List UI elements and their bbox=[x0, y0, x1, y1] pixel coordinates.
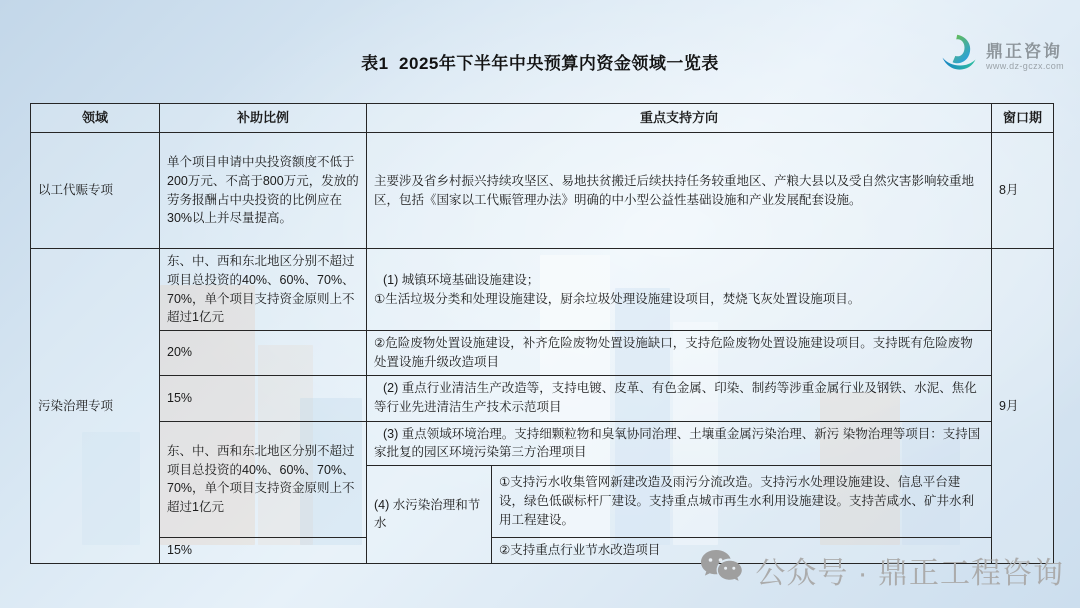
window-cell: 9月 bbox=[992, 249, 1054, 564]
company-website: www.dz-gczx.com bbox=[985, 61, 1064, 72]
direction-cell: ②支持重点行业节水改造项目 bbox=[492, 538, 992, 564]
field-cell-work-relief: 以工代赈专项 bbox=[31, 133, 160, 249]
company-name: 鼎正咨询 bbox=[985, 41, 1062, 61]
wechat-icon bbox=[700, 549, 746, 592]
ratio-cell: 15% bbox=[160, 375, 367, 421]
table-row bbox=[31, 133, 1054, 249]
direction-cell: (3) 重点领域环境治理。支持细颗粒物和臭氧协同治理、土壤重金属污染治理、新污 染物治理等项目：支持国家批复的园区环境污染第三方治理项目 bbox=[367, 421, 992, 466]
ratio-cell: 东、中、西和东北地区分别不超过项目总投资的40%、60%、70%、70%，单个项目支持资金原则上不超过1亿元 bbox=[160, 249, 367, 331]
window-cell: 8月 bbox=[992, 133, 1054, 249]
ratio-cell: 东、中、西和东北地区分别不超过项目总投资的40%、60%、70%、70%，单个项目支持资金原则上不超过1亿元 bbox=[160, 421, 367, 538]
field-cell-pollution-control: 污染治理专项 bbox=[31, 249, 160, 564]
table-header-row bbox=[31, 104, 1054, 133]
header-ratio: 补助比例 bbox=[160, 104, 367, 133]
table-row bbox=[31, 375, 1054, 421]
header-field: 领域 bbox=[31, 104, 160, 133]
wechat-watermark bbox=[700, 548, 1064, 592]
direction-subcategory-cell: (4) 水污染治理和节水 bbox=[367, 466, 492, 564]
wechat-watermark-text: 公众号 · 鼎正工程咨询 bbox=[755, 557, 1064, 590]
direction-cell: ①支持污水收集管网新建改造及雨污分流改造。支持污水处理设施建设、信息平台建设，绿色低碳标杆厂建设。支持重点城市再生水利用设施建设。支持苦咸水、矿井水利用工程建设。 bbox=[492, 466, 992, 538]
header-window: 窗口期 bbox=[992, 104, 1054, 133]
direction-cell: ②危险废物处置设施建设，补齐危险废物处置设施缺口，支持危险废物处置设施建设项目。支持既有危险废物处置设施升级改造项目 bbox=[367, 331, 992, 376]
table-row bbox=[31, 331, 1054, 376]
ratio-cell: 15% bbox=[160, 538, 367, 564]
ratio-cell: 20% bbox=[160, 331, 367, 376]
table-row bbox=[31, 421, 1054, 466]
header-direction: 重点支持方向 bbox=[367, 104, 992, 133]
ratio-cell: 单个项目申请中央投资额度不低于200万元、不高于800万元，发放的劳务报酬占中央投资的比例应在30%以上并尽量提高。 bbox=[160, 133, 367, 249]
direction-line: ①生活垃圾分类和处理设施建设，厨余垃圾处理设施建设项目，焚烧飞灰处置设施项目。 bbox=[374, 291, 861, 306]
company-logo-icon bbox=[937, 30, 981, 83]
direction-cell: 主要涉及省乡村振兴持续攻坚区、易地扶贫搬迁后续扶持任务较重地区、产粮大县以及受自然灾害影响较重地区，包括《国家以工代赈管理办法》明确的中小型公益性基础设施和产业发展配套设施。 bbox=[367, 133, 992, 249]
direction-cell: (2) 重点行业清洁生产改造等，支持电镀、皮革、有色金属、印染、制药等涉重金属行业及钢铁、水泥、焦化等行业先进清洁生产技术示范项目 bbox=[367, 375, 992, 421]
funding-overview-table bbox=[30, 103, 1054, 564]
direction-line: (1) 城镇环境基础设施建设； bbox=[383, 272, 540, 287]
company-logo bbox=[937, 30, 1064, 83]
page-title: 表1 2025年下半年中央预算内资金领域一览表 bbox=[361, 54, 719, 73]
table-row bbox=[31, 249, 1054, 331]
direction-cell bbox=[367, 249, 992, 331]
